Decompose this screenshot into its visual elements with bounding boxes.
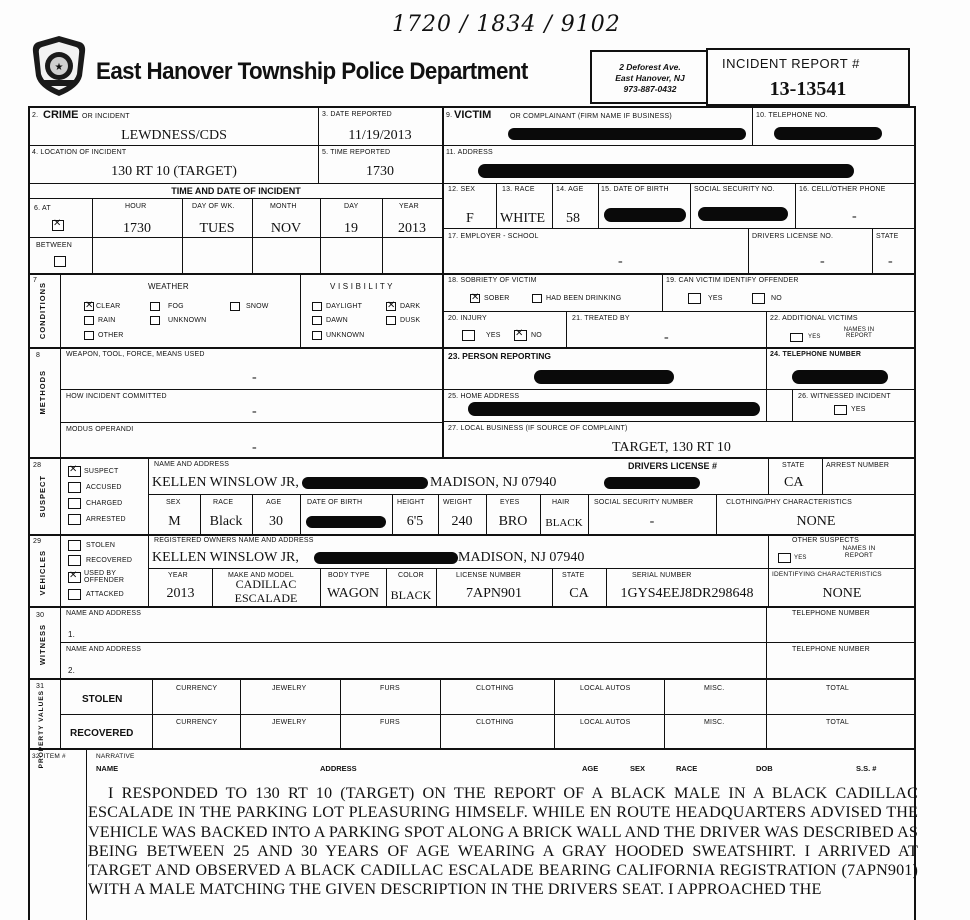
- witnessed-yes-checkbox[interactable]: [834, 405, 847, 415]
- suspect-height: 6'5: [406, 514, 424, 529]
- suspect-state-label: STATE: [782, 462, 805, 469]
- narrative-age-label: AGE: [582, 764, 599, 773]
- vehicles-section-label: VEHICLES: [38, 550, 47, 596]
- vehicle-attacked-checkbox[interactable]: [68, 589, 81, 600]
- narrative-sex-label: SEX: [630, 764, 646, 773]
- reporting-telephone-label: 24. TELEPHONE NUMBER: [770, 351, 862, 358]
- local-business-value: TARGET, 130 RT 10: [612, 440, 731, 455]
- date-reported-value: 11/19/2013: [348, 128, 412, 143]
- location-value: 130 RT 10 (TARGET): [111, 164, 237, 179]
- witness-name-label-1: NAME AND ADDRESS: [66, 610, 142, 617]
- weather-label: WEATHER: [148, 282, 189, 291]
- victim-state-label: STATE: [876, 233, 899, 240]
- victim-sex-label: 12. SEX: [448, 186, 476, 193]
- sober-checkbox[interactable]: [470, 294, 480, 303]
- suspect-weight: 240: [451, 514, 473, 529]
- identify-no-checkbox[interactable]: [752, 293, 765, 304]
- month-label: MONTH: [270, 203, 297, 210]
- witness-line-2: 2.: [68, 666, 76, 675]
- visibility-unknown-label: UNKNOWN: [326, 332, 365, 339]
- vehicle-serial: 1GYS4EEJ8DR298648: [620, 586, 754, 601]
- additional-yes-checkbox[interactable]: [790, 333, 803, 342]
- identify-yes-checkbox[interactable]: [688, 293, 701, 304]
- weather-unknown-checkbox[interactable]: [150, 316, 160, 325]
- modus-operandi-dash: -: [252, 440, 257, 455]
- injury-label: 20. INJURY: [448, 315, 487, 322]
- redacted-victim-telephone: [774, 127, 882, 140]
- visibility-dusk-label: DUSK: [400, 317, 421, 324]
- victim-sex: F: [466, 211, 474, 226]
- vehicle-body-label: BODY TYPE: [328, 572, 370, 579]
- narrative-address-label: ADDRESS: [320, 764, 357, 773]
- recovered-furs-label: FURS: [380, 719, 400, 726]
- victim-label-num: 9.: [446, 112, 453, 119]
- weather-other-checkbox[interactable]: [84, 331, 94, 340]
- weather-rain-checkbox[interactable]: [84, 316, 94, 325]
- incident-day: TUES: [199, 221, 235, 236]
- visibility-dusk-checkbox[interactable]: [386, 316, 396, 325]
- owner-label: REGISTERED OWNERS NAME AND ADDRESS: [154, 537, 314, 544]
- stolen-currency-label: CURRENCY: [176, 685, 218, 692]
- vehicle-color-label: COLOR: [398, 572, 424, 579]
- weather-rain-label: RAIN: [98, 317, 116, 324]
- injury-no-checkbox[interactable]: [514, 330, 527, 341]
- drinking-label: HAD BEEN DRINKING: [546, 295, 622, 302]
- witness-line-1: 1.: [68, 630, 76, 639]
- crime-label: CRIME: [43, 109, 79, 121]
- vehicle-recovered-label: RECOVERED: [86, 557, 133, 564]
- treated-by-label: 21. TREATED BY: [572, 315, 630, 322]
- identify-no-label: NO: [771, 295, 782, 302]
- visibility-dark-label: DARK: [400, 303, 421, 310]
- suspect-num: 28: [33, 462, 42, 469]
- recovered-total-label: TOTAL: [826, 719, 849, 726]
- person-reporting-label: 23. PERSON REPORTING: [448, 351, 551, 361]
- status-arrested-checkbox[interactable]: [68, 514, 81, 525]
- day-of-week-label: DAY OF WK.: [192, 203, 235, 210]
- incident-month: NOV: [270, 221, 302, 236]
- status-accused-checkbox[interactable]: [68, 482, 81, 493]
- vehicle-stolen-label: STOLEN: [86, 542, 116, 549]
- address-line-3: 973-887-0432: [623, 84, 677, 94]
- between-label: BETWEEN: [36, 242, 73, 249]
- redacted-victim-address: [478, 164, 854, 178]
- stolen-jewelry-label: JEWELRY: [272, 685, 307, 692]
- redacted-suspect-dl: [604, 477, 700, 489]
- suspect-ssn-label: SOCIAL SECURITY NUMBER: [594, 499, 694, 506]
- suspect-race: Black: [209, 514, 243, 529]
- suspect-name-label: NAME AND ADDRESS: [154, 461, 230, 468]
- visibility-unknown-checkbox[interactable]: [312, 331, 322, 340]
- owner-city: MADISON, NJ 07940: [458, 550, 585, 565]
- property-section-label: PROPERTY VALUES: [38, 690, 45, 769]
- vehicle-make: CADILLAC: [235, 577, 297, 591]
- suspect-hair-label: HAIR: [552, 499, 570, 506]
- witnessed-yes-label: YES: [851, 406, 866, 413]
- redacted-home-address: [468, 402, 760, 416]
- weather-fog-checkbox[interactable]: [150, 302, 160, 311]
- vehicle-plate: 7APN901: [465, 586, 522, 601]
- vehicle-ident-label: IDENTIFYING CHARACTERISTICS: [772, 571, 882, 578]
- status-accused-label: ACCUSED: [86, 484, 122, 491]
- victim-label: VICTIM: [454, 109, 492, 121]
- methods-section-label: METHODS: [38, 370, 47, 415]
- conditions-section-label: CONDITIONS: [38, 282, 47, 340]
- status-suspect-label: SUSPECT: [84, 468, 119, 475]
- weather-other-label: OTHER: [98, 332, 124, 339]
- suspect-age: 30: [269, 514, 283, 529]
- suspect-state: CA: [784, 475, 804, 490]
- narrative-label: NARRATIVE: [96, 753, 135, 760]
- suspect-race-label: RACE: [213, 499, 234, 506]
- incident-number-box: [706, 48, 910, 106]
- injury-no-label: NO: [531, 332, 542, 339]
- stolen-clothing-label: CLOTHING: [476, 685, 514, 692]
- stolen-misc-label: MISC.: [704, 685, 725, 692]
- property-recovered-label: RECOVERED: [70, 728, 134, 739]
- additional-names-in-report: NAMES IN REPORT: [843, 327, 875, 339]
- suspect-name: KELLEN WINSLOW JR,: [152, 475, 299, 490]
- vehicle-used-label: USED BY OFFENDER: [84, 570, 125, 584]
- time-reported-value: 1730: [366, 164, 394, 179]
- status-arrested-label: ARRESTED: [86, 516, 126, 523]
- vehicle-state-label: STATE: [562, 572, 585, 579]
- victim-label-sub: OR COMPLAINANT (FIRM NAME IF BUSINESS): [510, 113, 672, 120]
- suspect-ssn: -: [649, 514, 655, 529]
- weather-snow-checkbox[interactable]: [230, 302, 240, 311]
- weather-snow-label: SNOW: [246, 303, 269, 310]
- weapon-dash: -: [252, 370, 257, 385]
- incident-day-number: 19: [344, 221, 358, 236]
- suspect-sex-label: SEX: [166, 499, 181, 506]
- handwritten-ids: 1720 / 1834 / 9102: [392, 12, 621, 37]
- injury-yes-label: YES: [486, 332, 501, 339]
- at-label: 6. AT: [34, 205, 51, 212]
- other-suspects-yes-checkbox[interactable]: [778, 553, 791, 563]
- stolen-furs-label: FURS: [380, 685, 400, 692]
- witnessed-label: 26. WITNESSED INCIDENT: [798, 393, 891, 400]
- victim-address-label: 11. ADDRESS: [446, 149, 493, 156]
- time-date-title: TIME AND DATE OF INCIDENT: [171, 186, 301, 196]
- other-suspects-label: OTHER SUSPECTS: [792, 537, 859, 544]
- treated-by-dash: -: [664, 330, 669, 345]
- recovered-clothing-label: CLOTHING: [476, 719, 514, 726]
- vehicle-model: ESCALADE: [234, 591, 298, 605]
- vehicle-used-checkbox[interactable]: [68, 572, 81, 583]
- weather-unknown-label: UNKNOWN: [168, 317, 207, 324]
- sobriety-label: 18. SOBRIETY OF VICTIM: [448, 277, 537, 284]
- weather-clear-checkbox[interactable]: [84, 302, 94, 311]
- vehicles-num: 29: [33, 538, 42, 545]
- victim-state-dash: -: [888, 254, 893, 269]
- location-label: 4. LOCATION OF INCIDENT: [32, 149, 127, 156]
- witness-num: 30: [36, 612, 45, 619]
- item-label: 32. ITEM #: [32, 753, 66, 760]
- year-label: YEAR: [399, 203, 419, 210]
- suspect-dob-label: DATE OF BIRTH: [307, 499, 363, 506]
- conditions-num: 7: [33, 277, 38, 284]
- vehicle-state: CA: [569, 586, 589, 601]
- recovered-local-autos-label: LOCAL AUTOS: [580, 719, 631, 726]
- redacted-victim-dob: [604, 208, 686, 222]
- status-charged-checkbox[interactable]: [68, 498, 81, 509]
- department-title: East Hanover Township Police Department: [96, 58, 528, 85]
- drinking-checkbox[interactable]: [532, 294, 542, 303]
- vehicle-year: 2013: [166, 586, 195, 601]
- vehicle-attacked-label: ATTACKED: [86, 591, 124, 598]
- narrative-race-label: RACE: [676, 764, 698, 773]
- methods-num: 8: [36, 352, 41, 359]
- witness-section-label: WITNESS: [38, 624, 47, 666]
- visibility-dark-checkbox[interactable]: [386, 302, 396, 311]
- incident-report-number: 13-13541: [769, 78, 847, 100]
- suspect-hair: BLACK: [545, 517, 583, 529]
- sober-label: SOBER: [484, 295, 510, 302]
- hour-label: HOUR: [125, 203, 147, 210]
- recovered-currency-label: CURRENCY: [176, 719, 218, 726]
- vehicle-color: BLACK: [390, 588, 432, 602]
- vehicle-plate-label: LICENSE NUMBER: [456, 572, 522, 579]
- recovered-jewelry-label: JEWELRY: [272, 719, 307, 726]
- witness-phone-label-1: TELEPHONE NUMBER: [792, 610, 870, 617]
- identify-yes-label: YES: [708, 295, 723, 302]
- police-badge-icon: [30, 34, 88, 98]
- additional-yes-label: YES: [808, 334, 821, 340]
- vehicle-ident: NONE: [822, 586, 862, 601]
- victim-telephone-label: 10. TELEPHONE NO.: [756, 112, 828, 119]
- narrative-text: I RESPONDED TO 130 RT 10 (TARGET) ON THE REPORT OF A BLACK MALE IN A BLACK CADILLAC ESCALADE IN THE PARKING LOT PLEASURING HIMSELF. WHILE EN ROUTE HEADQUARTERS ADVISED THE VEHICLE WAS BACKED INTO A PARKING SPOT ALONG A BRICK WALL AND THE DRIVER WAS DESCRIBED AS BEING BETWEEN 25 AND 30 YEARS OF AGE WEARING A GRAY HOODED SWEATSHIRT. I ARRIVED AT TARGET AND OBSERVED A BLACK CADILLAC ESCALADE BEARING CALIFORNIA REGISTRATION (7APN901) WITH A MALE MATCHING THE GIVEN DESCRIPTION IN THE DRIVERS SEAT. I APPROACHED THE: [88, 784, 918, 899]
- status-suspect-checkbox[interactable]: [68, 466, 81, 477]
- victim-ssn-label: SOCIAL SECURITY NO.: [694, 186, 775, 193]
- vehicle-recovered-checkbox[interactable]: [68, 555, 81, 566]
- visibility-daylight-label: DAYLIGHT: [326, 303, 363, 310]
- injury-yes-checkbox[interactable]: [462, 330, 475, 341]
- weapon-label: WEAPON, TOOL, FORCE, MEANS USED: [66, 351, 205, 358]
- address-line-1: 2 Deforest Ave.: [619, 62, 681, 72]
- suspect-clothing: NONE: [796, 514, 836, 529]
- narrative-name-label: NAME: [96, 764, 119, 773]
- victim-dl-label: DRIVERS LICENSE NO.: [752, 233, 834, 240]
- suspect-sex: M: [168, 514, 181, 529]
- department-address-box: [590, 50, 708, 104]
- redacted-suspect-address: [302, 477, 428, 489]
- suspect-eyes-label: EYES: [500, 499, 520, 506]
- suspect-height-label: HEIGHT: [397, 499, 425, 506]
- narrative-dob-label: DOB: [756, 764, 773, 773]
- vehicle-year-label: YEAR: [168, 572, 188, 579]
- arrest-number-label: ARREST NUMBER: [826, 462, 890, 469]
- suspect-section-label: SUSPECT: [38, 475, 47, 518]
- stolen-total-label: TOTAL: [826, 685, 849, 692]
- narrative-ss-label: S.S. #: [856, 764, 877, 773]
- address-line-2: East Hanover, NJ: [615, 73, 685, 83]
- modus-operandi-label: MODUS OPERANDI: [66, 426, 134, 433]
- suspect-age-label: AGE: [266, 499, 282, 506]
- time-reported-label: 5. TIME REPORTED: [322, 149, 391, 156]
- redacted-reporting-telephone: [792, 370, 888, 384]
- svg-text:★: ★: [54, 62, 64, 73]
- victim-cell-label: 16. CELL/OTHER PHONE: [799, 186, 886, 193]
- at-checkbox[interactable]: [52, 220, 64, 231]
- vehicle-stolen-checkbox[interactable]: [68, 540, 81, 551]
- how-committed-dash: -: [252, 404, 257, 419]
- suspect-city: MADISON, NJ 07940: [430, 475, 557, 490]
- recovered-misc-label: MISC.: [704, 719, 725, 726]
- victim-age: 58: [566, 211, 580, 226]
- identify-offender-label: 19. CAN VICTIM IDENTIFY OFFENDER: [666, 277, 799, 284]
- date-reported-label: 3. DATE REPORTED: [322, 111, 392, 118]
- property-stolen-label: STOLEN: [82, 694, 123, 705]
- status-charged-label: CHARGED: [86, 500, 123, 507]
- victim-race-label: 13. RACE: [502, 186, 535, 193]
- witness-phone-label-2: TELEPHONE NUMBER: [792, 646, 870, 653]
- local-business-label: 27. LOCAL BUSINESS (IF SOURCE OF COMPLAINT): [448, 425, 628, 432]
- redacted-suspect-dob: [306, 516, 386, 528]
- property-num: 31: [36, 683, 45, 690]
- weather-clear-label: CLEAR: [96, 303, 121, 310]
- visibility-label: V I S I B I L I T Y: [330, 282, 393, 291]
- suspect-clothing-label: CLOTHING/PHY CHARACTERISTICS: [726, 499, 853, 506]
- employer-dash: -: [618, 254, 623, 269]
- victim-cell-dash: -: [852, 209, 857, 224]
- redacted-victim-name: [508, 128, 746, 140]
- crime-label-num: 2.: [32, 112, 39, 119]
- home-address-label: 25. HOME ADDRESS: [448, 393, 520, 400]
- incident-year: 2013: [398, 221, 426, 236]
- crime-label-sub: OR INCIDENT: [82, 113, 130, 120]
- between-checkbox[interactable]: [54, 256, 66, 267]
- redacted-person-reporting: [534, 370, 674, 384]
- suspect-weight-label: WEIGHT: [443, 499, 473, 506]
- vehicle-body: WAGON: [326, 586, 380, 601]
- redacted-owner-address: [314, 552, 458, 564]
- how-committed-label: HOW INCIDENT COMMITTED: [66, 393, 167, 400]
- incident-report-label: INCIDENT REPORT #: [722, 56, 860, 71]
- owner-name: KELLEN WINSLOW JR,: [152, 550, 299, 565]
- victim-dl-dash: -: [820, 254, 825, 269]
- visibility-daylight-checkbox[interactable]: [312, 302, 322, 311]
- witness-name-label-2: NAME AND ADDRESS: [66, 646, 142, 653]
- weather-fog-label: FOG: [168, 303, 184, 310]
- suspect-dl-label: DRIVERS LICENSE #: [628, 461, 718, 471]
- visibility-dawn-checkbox[interactable]: [312, 316, 322, 325]
- additional-victims-label: 22. ADDITIONAL VICTIMS: [770, 315, 858, 322]
- redacted-victim-ssn: [698, 207, 788, 221]
- crime-value: LEWDNESS/CDS: [121, 128, 227, 143]
- vehicle-make-label: MAKE AND MODEL: [228, 572, 294, 579]
- suspect-eyes: BRO: [498, 514, 528, 529]
- vehicle-serial-label: SERIAL NUMBER: [632, 572, 692, 579]
- stolen-local-autos-label: LOCAL AUTOS: [580, 685, 631, 692]
- victim-dob-label: 15. DATE OF BIRTH: [601, 186, 669, 193]
- incident-hour: 1730: [123, 221, 151, 236]
- employer-label: 17. EMPLOYER - SCHOOL: [448, 233, 539, 240]
- other-suspects-names-in-report: NAMES IN REPORT: [842, 545, 876, 559]
- victim-race: WHITE: [500, 211, 546, 226]
- day-label: DAY: [344, 203, 359, 210]
- other-suspects-yes-label: YES: [794, 555, 807, 561]
- victim-age-label: 14. AGE: [556, 186, 584, 193]
- visibility-dawn-label: DAWN: [326, 317, 348, 324]
